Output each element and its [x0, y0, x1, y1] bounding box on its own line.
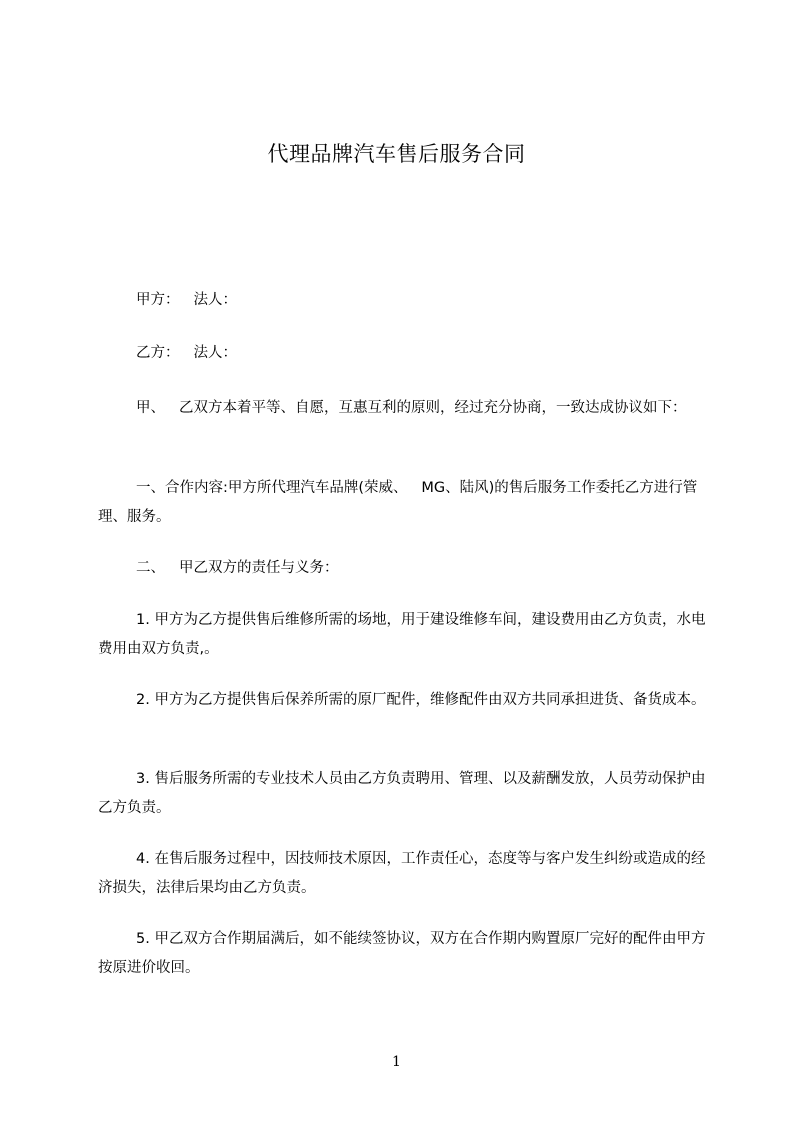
clause-1: 1. 甲方为乙方提供售后维修所需的场地，用于建设维修车间，建设费用由乙方负责，水电费用由双方负责,。: [98, 612, 706, 657]
clause-5: 5. 甲乙双方合作期届满后，如不能续签协议，双方在合作期内购置原厂完好的配件由甲方按原进价收回。: [98, 931, 706, 976]
party-b-legal-person-label: 法人：: [193, 345, 237, 361]
clause-2: 2. 甲方为乙方提供售后保养所需的原厂配件，维修配件由双方共同承担进货、备货成本。: [136, 692, 706, 708]
party-b-line: [98, 339, 710, 368]
section-two-number: 二、: [136, 560, 165, 576]
party-b-label: 乙方：: [136, 345, 180, 361]
clause-4: 4. 在售后服务过程中，因技师技术原因，工作责任心，态度等与客户发生纠纷或造成的经济损失，法律后果均由乙方负责。: [98, 851, 706, 896]
clause-3: 3. 售后服务所需的专业技术人员由乙方负责聘用、管理、以及薪酬发放，人员劳动保护由乙方负责。: [98, 771, 706, 816]
section-two-heading: [98, 554, 710, 583]
document-title: 代理品牌汽车售后服务合同: [267, 142, 526, 166]
preamble-text: 乙双方本着平等、自愿，互惠互利的原则，经过充分协商，一致达成协议如下：: [179, 400, 687, 416]
page-number: 1: [392, 1054, 401, 1070]
preamble-paragraph: [98, 394, 710, 423]
preamble-prefix: 甲、: [136, 400, 165, 416]
party-a-legal-person-label: 法人：: [193, 292, 237, 308]
party-a-label: 甲方：: [136, 292, 180, 308]
section-two-title: 甲乙双方的责任与义务：: [179, 560, 339, 576]
section-one-paragraph: 一、合作内容:甲方所代理汽车品牌(荣威、 MG、陆风)的售后服务工作委托乙方进行管理、服务。: [98, 480, 698, 525]
party-a-line: [98, 286, 710, 315]
